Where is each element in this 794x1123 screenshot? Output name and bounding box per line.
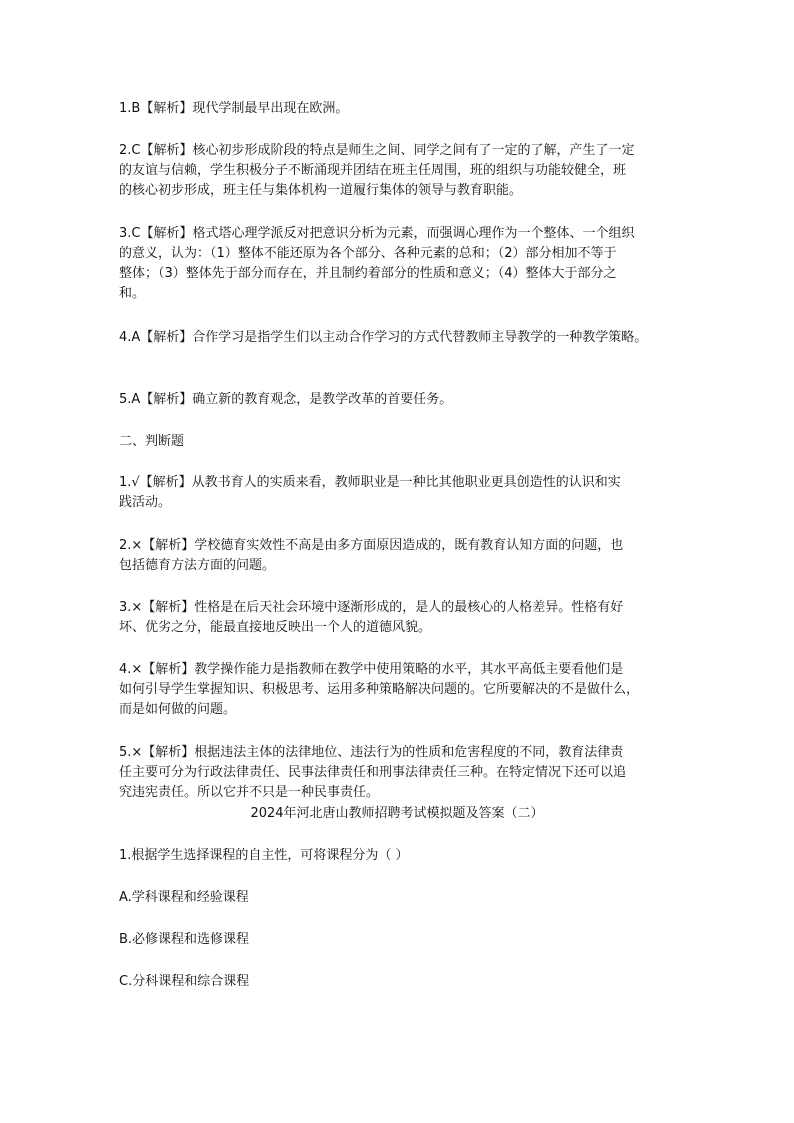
- question-stem: [119, 846, 679, 866]
- question-option-c: [119, 972, 679, 992]
- question-option-b: [119, 930, 679, 950]
- option-text: A.学科课程和经验课程: [119, 890, 249, 905]
- answer-line: 任主要可分为行政法律责任、民事法律责任和刑事法律责任三种。在特定情况下还可以追: [119, 765, 627, 780]
- answer-line: 3.C【解析】格式塔心理学派反对把意识分析为元素，而强调心理作为一个整体、一个组织: [119, 226, 635, 241]
- option-text: B.必修课程和选修课程: [119, 932, 250, 947]
- answer-line: 如何引导学生掌握知识、积极思考、运用多种策略解决问题的。它所要解决的不是做什么，: [119, 682, 640, 697]
- answer-line: 而是如何做的问题。: [119, 702, 237, 717]
- answer-line: 2.×【解析】学校德育实效性不高是由多方面原因造成的，既有教育认知方面的问题，也: [119, 538, 624, 553]
- question-stem-text: 1.根据学生选择课程的自主性，可将课程分为（ ）: [119, 848, 409, 863]
- section-heading: [119, 432, 679, 452]
- answer-line: 整体；（3）整体先于部分而存在，并且制约着部分的性质和意义；（4）整体大于部分之: [119, 266, 617, 281]
- answer-line: 5.A【解析】确立新的教育观念，是教学改革的首要任务。: [119, 392, 453, 407]
- answer-line: 2.C【解析】核心初步形成阶段的特点是师生之间、同学之间有了一定的了解，产生了一定: [119, 143, 635, 158]
- judge-answer-1: [119, 473, 679, 513]
- answer-line: 1.√【解析】从教书育人的实质来看，教师职业是一种比其他职业更具创造性的认识和实: [119, 475, 621, 490]
- answer-line: 3.×【解析】性格是在后天社会环境中逐渐形成的，是人的最核心的人格差异。性格有好: [119, 600, 624, 615]
- answer-line: 的意义，认为：（1）整体不能还原为各个部分、各种元素的总和；（2）部分相加不等于: [119, 246, 617, 261]
- answer-5: [119, 390, 679, 410]
- answer-line: 究违宪责任。所以它并不只是一种民事责任。: [119, 785, 380, 800]
- exam-title: 2024年河北唐山教师招聘考试模拟题及答案（二）: [250, 806, 544, 821]
- answer-line: 4.A【解析】合作学习是指学生们以主动合作学习的方式代替教师主导教学的一种教学策略。: [119, 330, 648, 345]
- option-text: C.分科课程和综合课程: [119, 974, 250, 989]
- answer-line: 的核心初步形成，班主任与集体机构一道履行集体的领导与教育职能。: [119, 183, 523, 198]
- answer-line: 包括德育方法方面的问题。: [119, 558, 276, 573]
- judge-answer-3: [119, 598, 679, 638]
- section-heading-text: 二、判断题: [119, 434, 185, 449]
- answer-4: [119, 328, 679, 348]
- judge-answer-5: [119, 743, 679, 803]
- answer-2: [119, 141, 679, 201]
- judge-answer-2: [119, 536, 679, 576]
- answer-line: 坏、优劣之分，能最直接地反映出一个人的道德风貌。: [119, 620, 432, 635]
- answer-line: 1.B【解析】现代学制最早出现在欧洲。: [119, 101, 349, 116]
- answer-line: 践活动。: [119, 495, 172, 510]
- answer-line: 的友谊与信赖，学生积极分子不断涌现并团结在班主任周围，班的组织与功能较健全，班: [119, 163, 627, 178]
- answer-line: 5.×【解析】根据违法主体的法律地位、违法行为的性质和危害程度的不同，教育法律责: [119, 745, 624, 760]
- answer-3: [119, 224, 679, 304]
- answer-1: [119, 99, 679, 119]
- question-option-a: [119, 888, 679, 908]
- judge-answer-4: [119, 660, 679, 720]
- answer-line: 和。: [119, 286, 146, 301]
- answer-line: 4.×【解析】教学操作能力是指教师在教学中使用策略的水平，其水平高低主要看他们是: [119, 662, 624, 677]
